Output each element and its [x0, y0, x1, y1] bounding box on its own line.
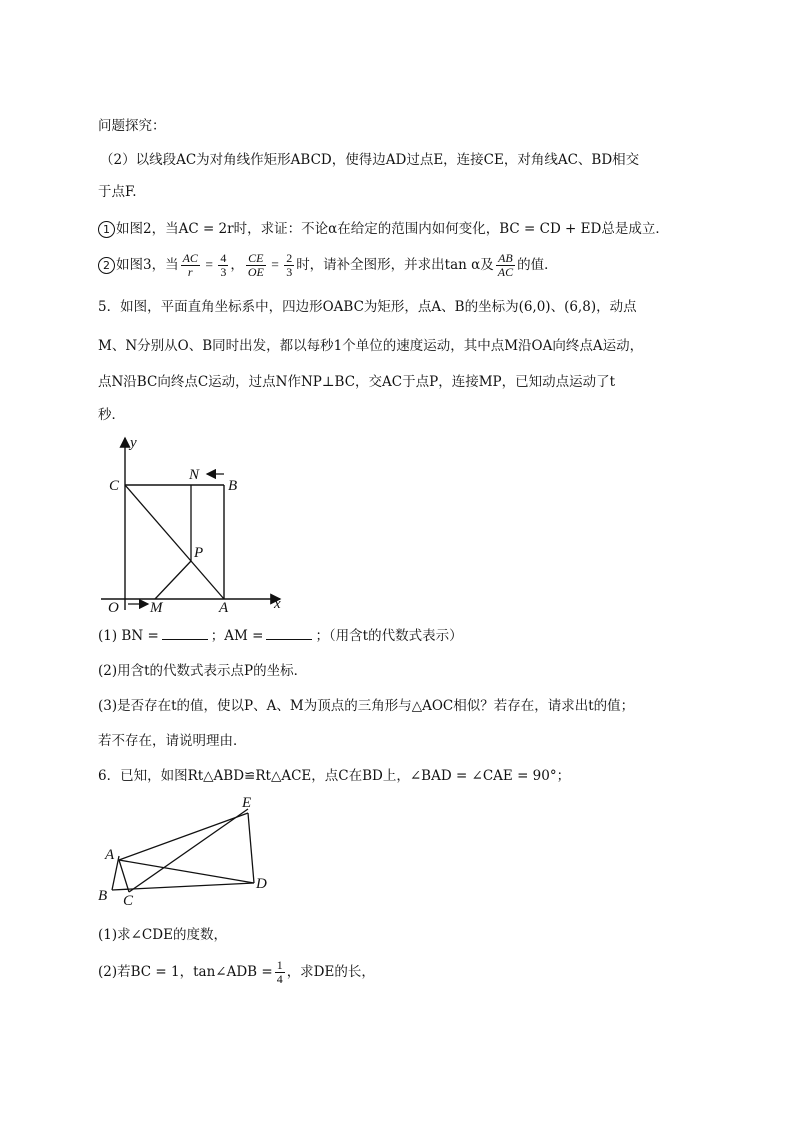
q5-line4: 秒．: [98, 407, 125, 423]
label-c6: C: [123, 893, 134, 909]
fraction-ac-over-r: $\frac{AC}{r}$: [182, 251, 198, 279]
q4-part2-line2: 于点F.: [98, 184, 137, 200]
segment-bd: [112, 883, 254, 890]
q5-sub2: (2)用含t的代数式表示点P的坐标．: [98, 663, 308, 679]
q6-sub1: (1)求∠CDE的度数，: [98, 927, 227, 943]
segment-ed: [248, 813, 254, 883]
answer-blank-bn: [162, 627, 208, 640]
q5-sub1: [98, 626, 463, 646]
fraction-two-thirds: $\frac{2}{3}$: [286, 251, 293, 279]
fraction-one-quarter: $\frac{1}{4}$: [276, 958, 283, 986]
q6-sub2-a: (2)若BC = 1，tan∠ADB =: [98, 964, 273, 980]
answer-blank-am: [266, 627, 312, 640]
q4-sub2-d: 的值．: [517, 257, 558, 273]
q5-line2: M、N分别从O、B同时出发，都以每秒1个单位的速度运动，其中点M沿OA向终点A运动，: [98, 338, 644, 354]
circled-two-icon: 2: [98, 257, 115, 274]
q6-line1: 6．已知，如图Rt△ABD≌Rt△ACE，点C在BD上，∠BAD = ∠CAE = 90°；: [98, 768, 571, 784]
label-x: x: [274, 596, 281, 612]
segment-ae: [119, 813, 248, 860]
label-b6: B: [98, 888, 108, 904]
fraction-four-thirds: $\frac{4}{3}$: [220, 251, 227, 279]
section-heading: 问题探究：: [98, 118, 166, 134]
q4-part2-line1: （2）以线段AC为对角线作矩形ABCD，使得边AD过点E，连接CE，对角线AC、BD相交: [100, 152, 640, 168]
q4-sub2: 2 如图3，当 $\frac{AC}{r}$ = $\frac{4}{3}$ ， $\frac{CE}{OE}$ = $\frac{2}{3}$ 时，请补全图形，并求出tan α及 $\frac{AB}{AC}$ 的值．: [98, 250, 558, 280]
segment-ad: [119, 860, 254, 883]
label-a6: A: [105, 847, 115, 863]
label-e: E: [242, 795, 252, 811]
segment-ac-6: [119, 860, 129, 892]
q4-sub1-text: 如图2，当AC = 2r时，求证：不论α在给定的范围内如何变化，BC = CD + ED总是成立．: [116, 221, 669, 237]
label-o: O: [108, 600, 119, 616]
label-n: N: [189, 467, 200, 483]
label-p: P: [194, 545, 204, 561]
q5-sub3-line1: (3)是否存在t的值，使以P、A、M为顶点的三角形与△AOC相似？若存在，请求出t的值；: [98, 698, 635, 714]
q6-sub2: [98, 957, 375, 987]
q5-sub3-line2: 若不存在，请说明理由．: [98, 733, 247, 749]
q4-sub1: [98, 219, 669, 239]
label-d: D: [256, 876, 267, 892]
fraction-ce-over-oe: $\frac{CE}{OE}$: [247, 251, 264, 279]
fraction-ab-over-ac: $\frac{AB}{AC}$: [497, 251, 514, 279]
q5-sub1-a: (1) BN =: [98, 628, 159, 644]
label-y: y: [130, 435, 137, 451]
q5-sub1-b: ；AM =: [210, 628, 264, 644]
q5-line3: 点N沿BC向终点C运动，过点N作NP⊥BC，交AC于点P，连接MP，已知动点运动了t: [98, 374, 616, 390]
q6-triangle-figure: [94, 792, 274, 909]
label-m: M: [150, 600, 163, 616]
q4-sub2-b: ，: [230, 257, 244, 273]
label-b: B: [228, 478, 238, 494]
q6-sub2-b: ，求DE的长，: [286, 964, 375, 980]
q4-sub2-a: 如图3，当: [116, 257, 179, 273]
label-a: A: [219, 600, 229, 616]
q5-line1: 5．如图，平面直角坐标系中，四边形OABC为矩形，点A、B的坐标为(6,0)、(6,8)，动点: [98, 299, 637, 315]
q4-sub2-c: 时，请补全图形，并求出tan α及: [296, 257, 494, 273]
q5-sub1-c: ；（用含t的代数式表示）: [315, 628, 463, 644]
segment-ac: [125, 485, 224, 599]
label-c: C: [109, 478, 120, 494]
q5-rectangle-figure: [96, 430, 296, 615]
segment-mp: [155, 561, 191, 599]
circled-one-icon: 1: [98, 221, 115, 238]
